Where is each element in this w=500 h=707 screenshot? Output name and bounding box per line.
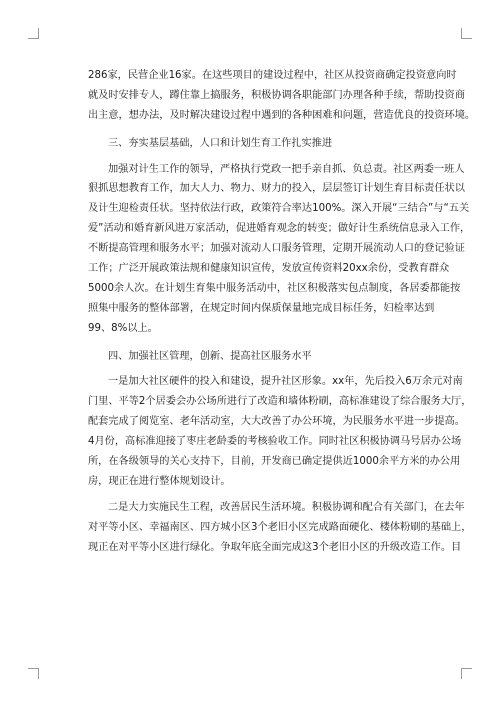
crop-mark-top-left [28, 28, 39, 39]
paragraph-continuation [88, 66, 476, 126]
text-line: 一是加大社区硬件的投入和建设，提升社区形象。xx年，先后投入6万余元对南 [108, 376, 463, 388]
text-line: 就及时安排专人，蹲住靠上搞服务，积极协调各职能部门办理各种手续，帮助投资商 [88, 89, 465, 101]
heading-line: 四、加强社区管理，创新、提高社区服务水平 [108, 350, 312, 362]
text-line: 房，现正在进行整体规划设计。 [88, 475, 231, 487]
text-line: 爱”活动和婚育新风进万家活动，促进婚育观念的转变；做好计生系统信息录入工作， [88, 223, 471, 235]
page-body [88, 66, 476, 557]
text-line: 所，在各级领导的关心支持下，目前，开发商已确定提供近1000余平方米的办公用 [88, 456, 461, 468]
text-line: 工作；广泛开展政策法规和健康知识宣传，发放宣传资料20xx余份，受教育群众 [88, 263, 450, 275]
text-line: 286家，民营企业16家。在这些项目的建设过程中，社区从投资商确定投资意向时 [88, 70, 457, 81]
text-line: 及计生迎检责任状。坚持依法行政，政策符合率达100%。深入开展“三结合”与“五关 [88, 203, 470, 215]
text-line: 配套完成了阅览室、老年活动室，大大改善了办公环境，为民服务水平进一步提高。 [88, 416, 465, 428]
text-line: 二是大力实施民生工程，改善居民生活环境。积极协调和配合有关部门，在去年 [108, 501, 465, 513]
text-line: 现正在对平等小区进行绿化。争取年底全面完成这3个老旧小区的升级改造工作。目 [88, 541, 462, 553]
section-heading-3 [88, 134, 424, 154]
crop-mark-bottom-right [461, 668, 472, 679]
text-line: 不断提高管理和服务水平；加强对流动人口服务管理，定期开展流动人口的登记验证 [88, 243, 465, 255]
text-line: 出主意，想办法，及时解决建设过程中遇到的各种困难和问题，营造优良的投资环境。 [88, 109, 476, 121]
text-line: 狠抓思想教育工作，加大人力、物力、财力的投入，层层签订计划生育目标责任状以 [88, 183, 465, 195]
text-line: 加强对计生工作的领导，严格执行党政一把手亲自抓、负总责。社区两委一班人 [108, 163, 465, 175]
text-line: 门里、平等2个居委会办公场所进行了改造和墙体粉刷，高标准建设了综合服务大厅， [88, 396, 472, 408]
text-line: 5000余人次。在计划生育集中服务活动中，社区积极落实包点制度，各居委都能按 [88, 282, 461, 294]
text-line: 照集中服务的整体部署，在规定时间内保质保量地完成目标任务，妇检率达到 [88, 302, 435, 314]
heading-line: 三、夯实基层基础，人口和计划生育工作扎实推进 [108, 137, 333, 149]
paragraph-hardware-investment [88, 372, 472, 491]
crop-mark-top-right [461, 28, 472, 39]
text-line: 99、8%以上。 [88, 322, 158, 334]
text-line: 对平等小区、幸福南区、四方城小区3个老旧小区完成路面硬化、楼体粉刷的基础上， [88, 521, 472, 533]
text-line: 4月份，高标准迎接了枣庄老龄委的考核验收工作。同时社区积极协调马号居办公场 [88, 436, 462, 448]
section-heading-4 [88, 347, 424, 367]
paragraph-livelihood-project [88, 498, 472, 558]
crop-mark-bottom-left [28, 668, 39, 679]
paragraph-family-planning [88, 160, 471, 339]
